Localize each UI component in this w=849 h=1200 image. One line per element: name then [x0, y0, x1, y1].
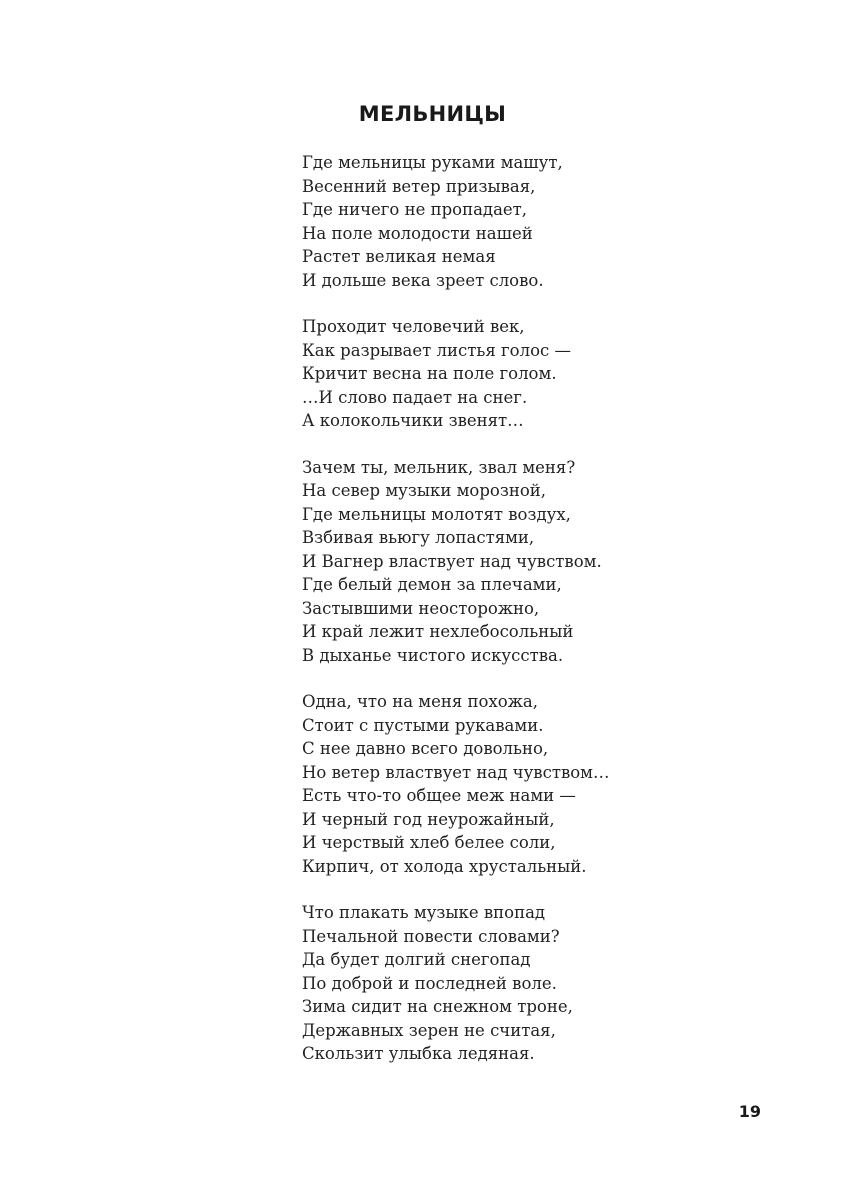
poem-line: Где белый демон за плечами, [302, 575, 562, 594]
poem-line: Что плакать музыке впопад [302, 903, 546, 922]
poem-line: Державных зерен не считая, [302, 1020, 556, 1040]
stanza [302, 315, 762, 433]
poem-line: На поле молодости нашей [302, 223, 533, 243]
poem-line: Да будет долгий снегопад [302, 950, 531, 969]
poem-line: Но ветер властвует над чувством… [302, 762, 610, 782]
poem-line: Взбивая вьюгу лопастями, [302, 528, 535, 547]
poem-line: Зачем ты, мельник, звал меня? [302, 457, 576, 477]
poem-line: Застывшими неосторожно, [302, 598, 540, 618]
stanza [302, 151, 762, 292]
page-number: 19 [738, 1102, 761, 1121]
poem-body [302, 151, 762, 1089]
poem-line: И край лежит нехлебосольный [302, 622, 574, 641]
poem-line: И черствый хлеб белее соли, [302, 833, 556, 852]
poem-line: Где ничего не пропадает, [302, 200, 528, 219]
poem-line: Кирпич, от холода хрустальный. [302, 856, 587, 876]
poem-line: С нее давно всего довольно, [302, 739, 549, 758]
poem-line: Есть что-то общее меж нами — [302, 786, 576, 805]
poem-line: Одна, что на меня похожа, [302, 692, 538, 711]
poem-line: И Вагнер властвует над чувством. [302, 551, 602, 571]
poem-line: Печальной повести словами? [302, 926, 560, 946]
poem-line: Скользит улыбка ледяная. [302, 1044, 535, 1063]
poem-line: А колокольчики звенят… [302, 411, 524, 430]
poem-line: Проходит человечий век, [302, 317, 525, 336]
poem-line: Растет великая немая [302, 247, 496, 266]
poem-line: Где мельницы молотят воздух, [302, 504, 571, 524]
poem-line: Как разрывает листья голос — [302, 340, 571, 360]
poem-line: Где мельницы руками машут, [302, 153, 563, 172]
stanza [302, 901, 762, 1066]
poem-title: МЕЛЬНИЦЫ [358, 102, 507, 126]
poem-line: Зима сидит на снежном троне, [302, 997, 573, 1016]
poem-line: На север музыки морозной, [302, 481, 547, 500]
poem-line: По доброй и последней воле. [302, 973, 557, 993]
poem-line: Кричит весна на поле голом. [302, 364, 557, 383]
poem-line: Весенний ветер призывая, [302, 176, 536, 196]
stanza [302, 456, 762, 668]
poem-line: …И слово падает на снег. [302, 387, 528, 407]
poem-line: И черный год неурожайный, [302, 809, 555, 829]
poem-line: И дольше века зреет слово. [302, 270, 544, 290]
stanza [302, 690, 762, 878]
poem-line: В дыханье чистого искусства. [302, 645, 564, 665]
poem-line: Стоит с пустыми рукавами. [302, 715, 544, 735]
